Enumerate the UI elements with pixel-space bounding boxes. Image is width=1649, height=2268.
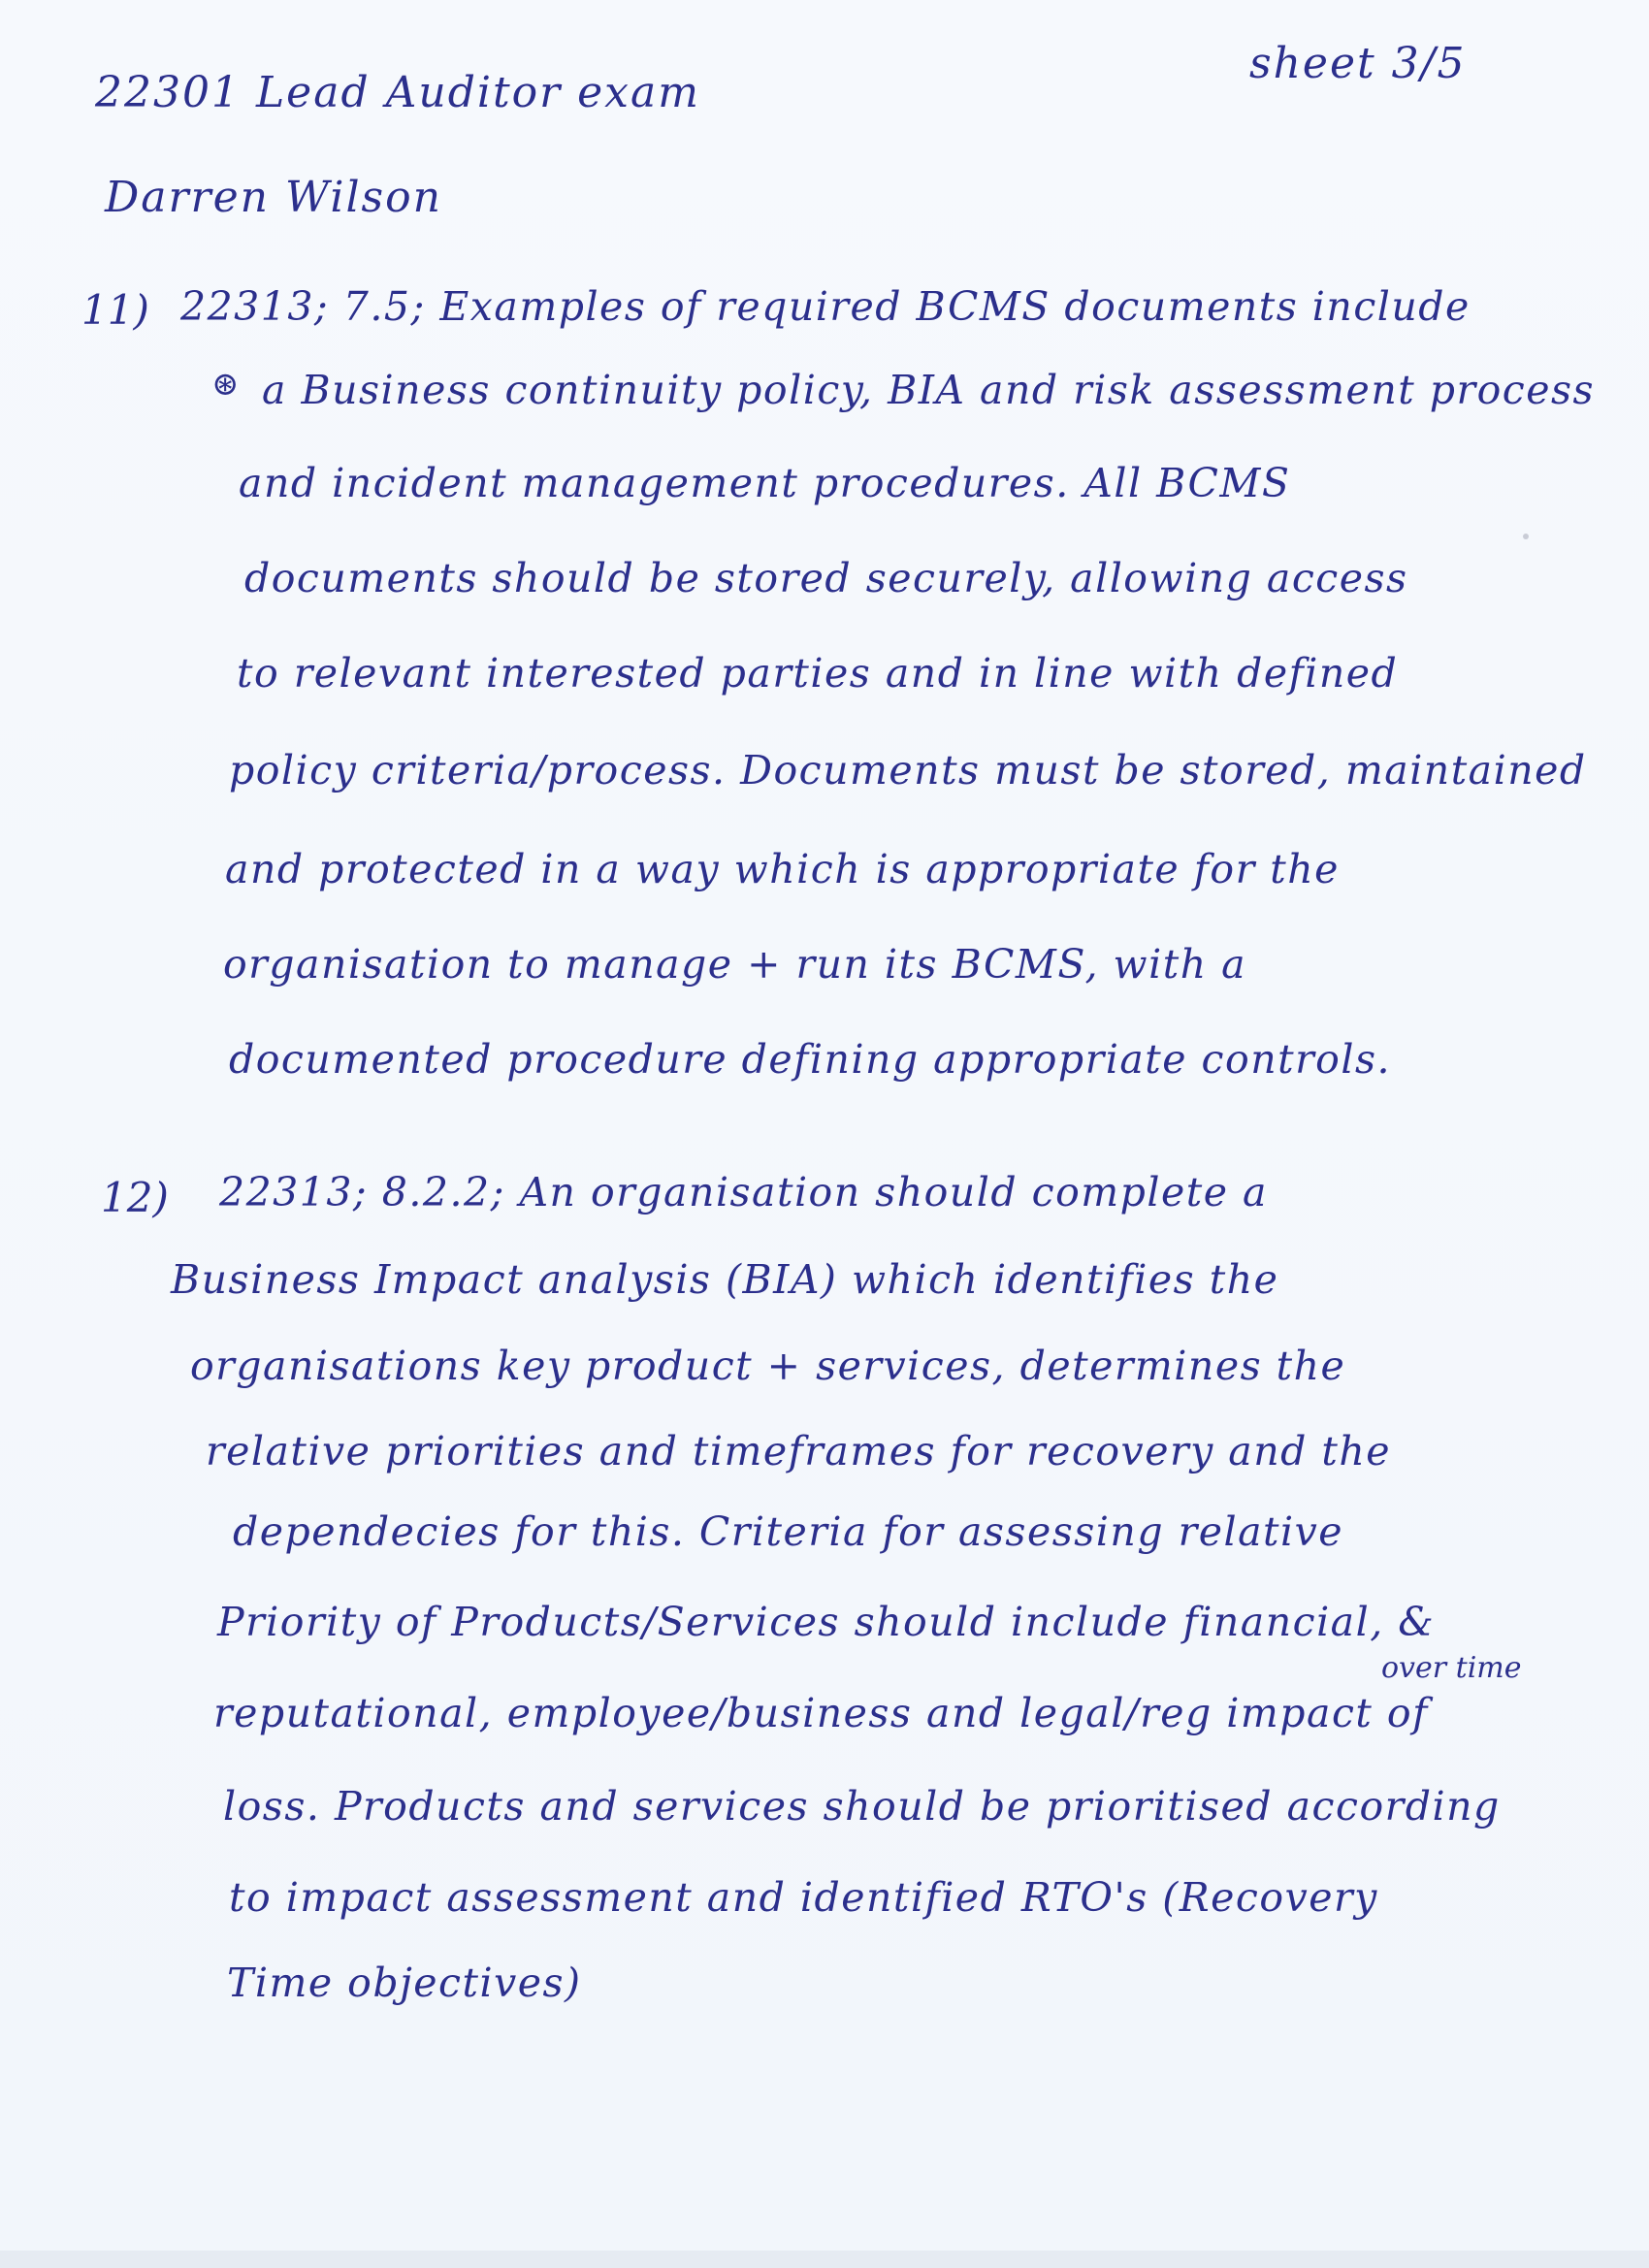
answer-12-line-8: loss. Products and services should be prioritised according [223, 1783, 1501, 1830]
scan-speck [1523, 534, 1529, 539]
answer-12-line-6: Priority of Products/Services should include financial, & [217, 1599, 1436, 1645]
answer-12-line-4: relative priorities and timeframes for recovery and the [206, 1428, 1392, 1474]
answer-11-number: 11) [81, 286, 149, 334]
answer-12-line-3: organisations key product + services, determines the [190, 1343, 1346, 1389]
answer-11-line-8: organisation to manage + run its BCMS, with a [223, 941, 1247, 988]
insertion-over-time: over time [1381, 1651, 1522, 1685]
answer-11-line-7: and protected in a way which is appropriate for the [225, 846, 1340, 892]
candidate-name: Darren Wilson [105, 173, 442, 222]
answer-12-line-5: dependecies for this. Criteria for assessing relative [233, 1508, 1344, 1555]
answer-12-line-7: reputational, employee/business and legal/reg impact of [213, 1690, 1429, 1736]
answer-12-line-1: 22313; 8.2.2; An organisation should complete a [219, 1169, 1268, 1215]
margin-mark: ⊛ [211, 365, 240, 404]
answer-11-line-6: policy criteria/process. Documents must be stored, maintained [229, 747, 1587, 794]
answer-12-line-2: Business Impact analysis (BIA) which identifies the [171, 1256, 1279, 1303]
answer-11-line-5: to relevant interested parties and in line with defined [237, 650, 1399, 697]
scan-bottom-edge [0, 2251, 1649, 2268]
exam-title: 22301 Lead Auditor exam [95, 68, 700, 117]
sheet-number: sheet 3/5 [1249, 39, 1467, 88]
answer-12-number: 12) [101, 1174, 169, 1221]
answer-12-line-10: Time objectives) [227, 1960, 582, 2006]
answer-11-line-1: 22313; 7.5; Examples of required BCMS documents include [180, 283, 1471, 330]
answer-11-line-4: documents should be stored securely, allowing access [244, 555, 1408, 601]
answer-11-line-3: and incident management procedures. All BCMS [239, 460, 1291, 506]
answer-12-line-9: to impact assessment and identified RTO's (Recovery [229, 1874, 1378, 1921]
answer-11-line-2: a Business continuity policy, BIA and risk assessment process [262, 367, 1596, 413]
answer-11-line-9: documented procedure defining appropriate controls. [229, 1036, 1392, 1083]
